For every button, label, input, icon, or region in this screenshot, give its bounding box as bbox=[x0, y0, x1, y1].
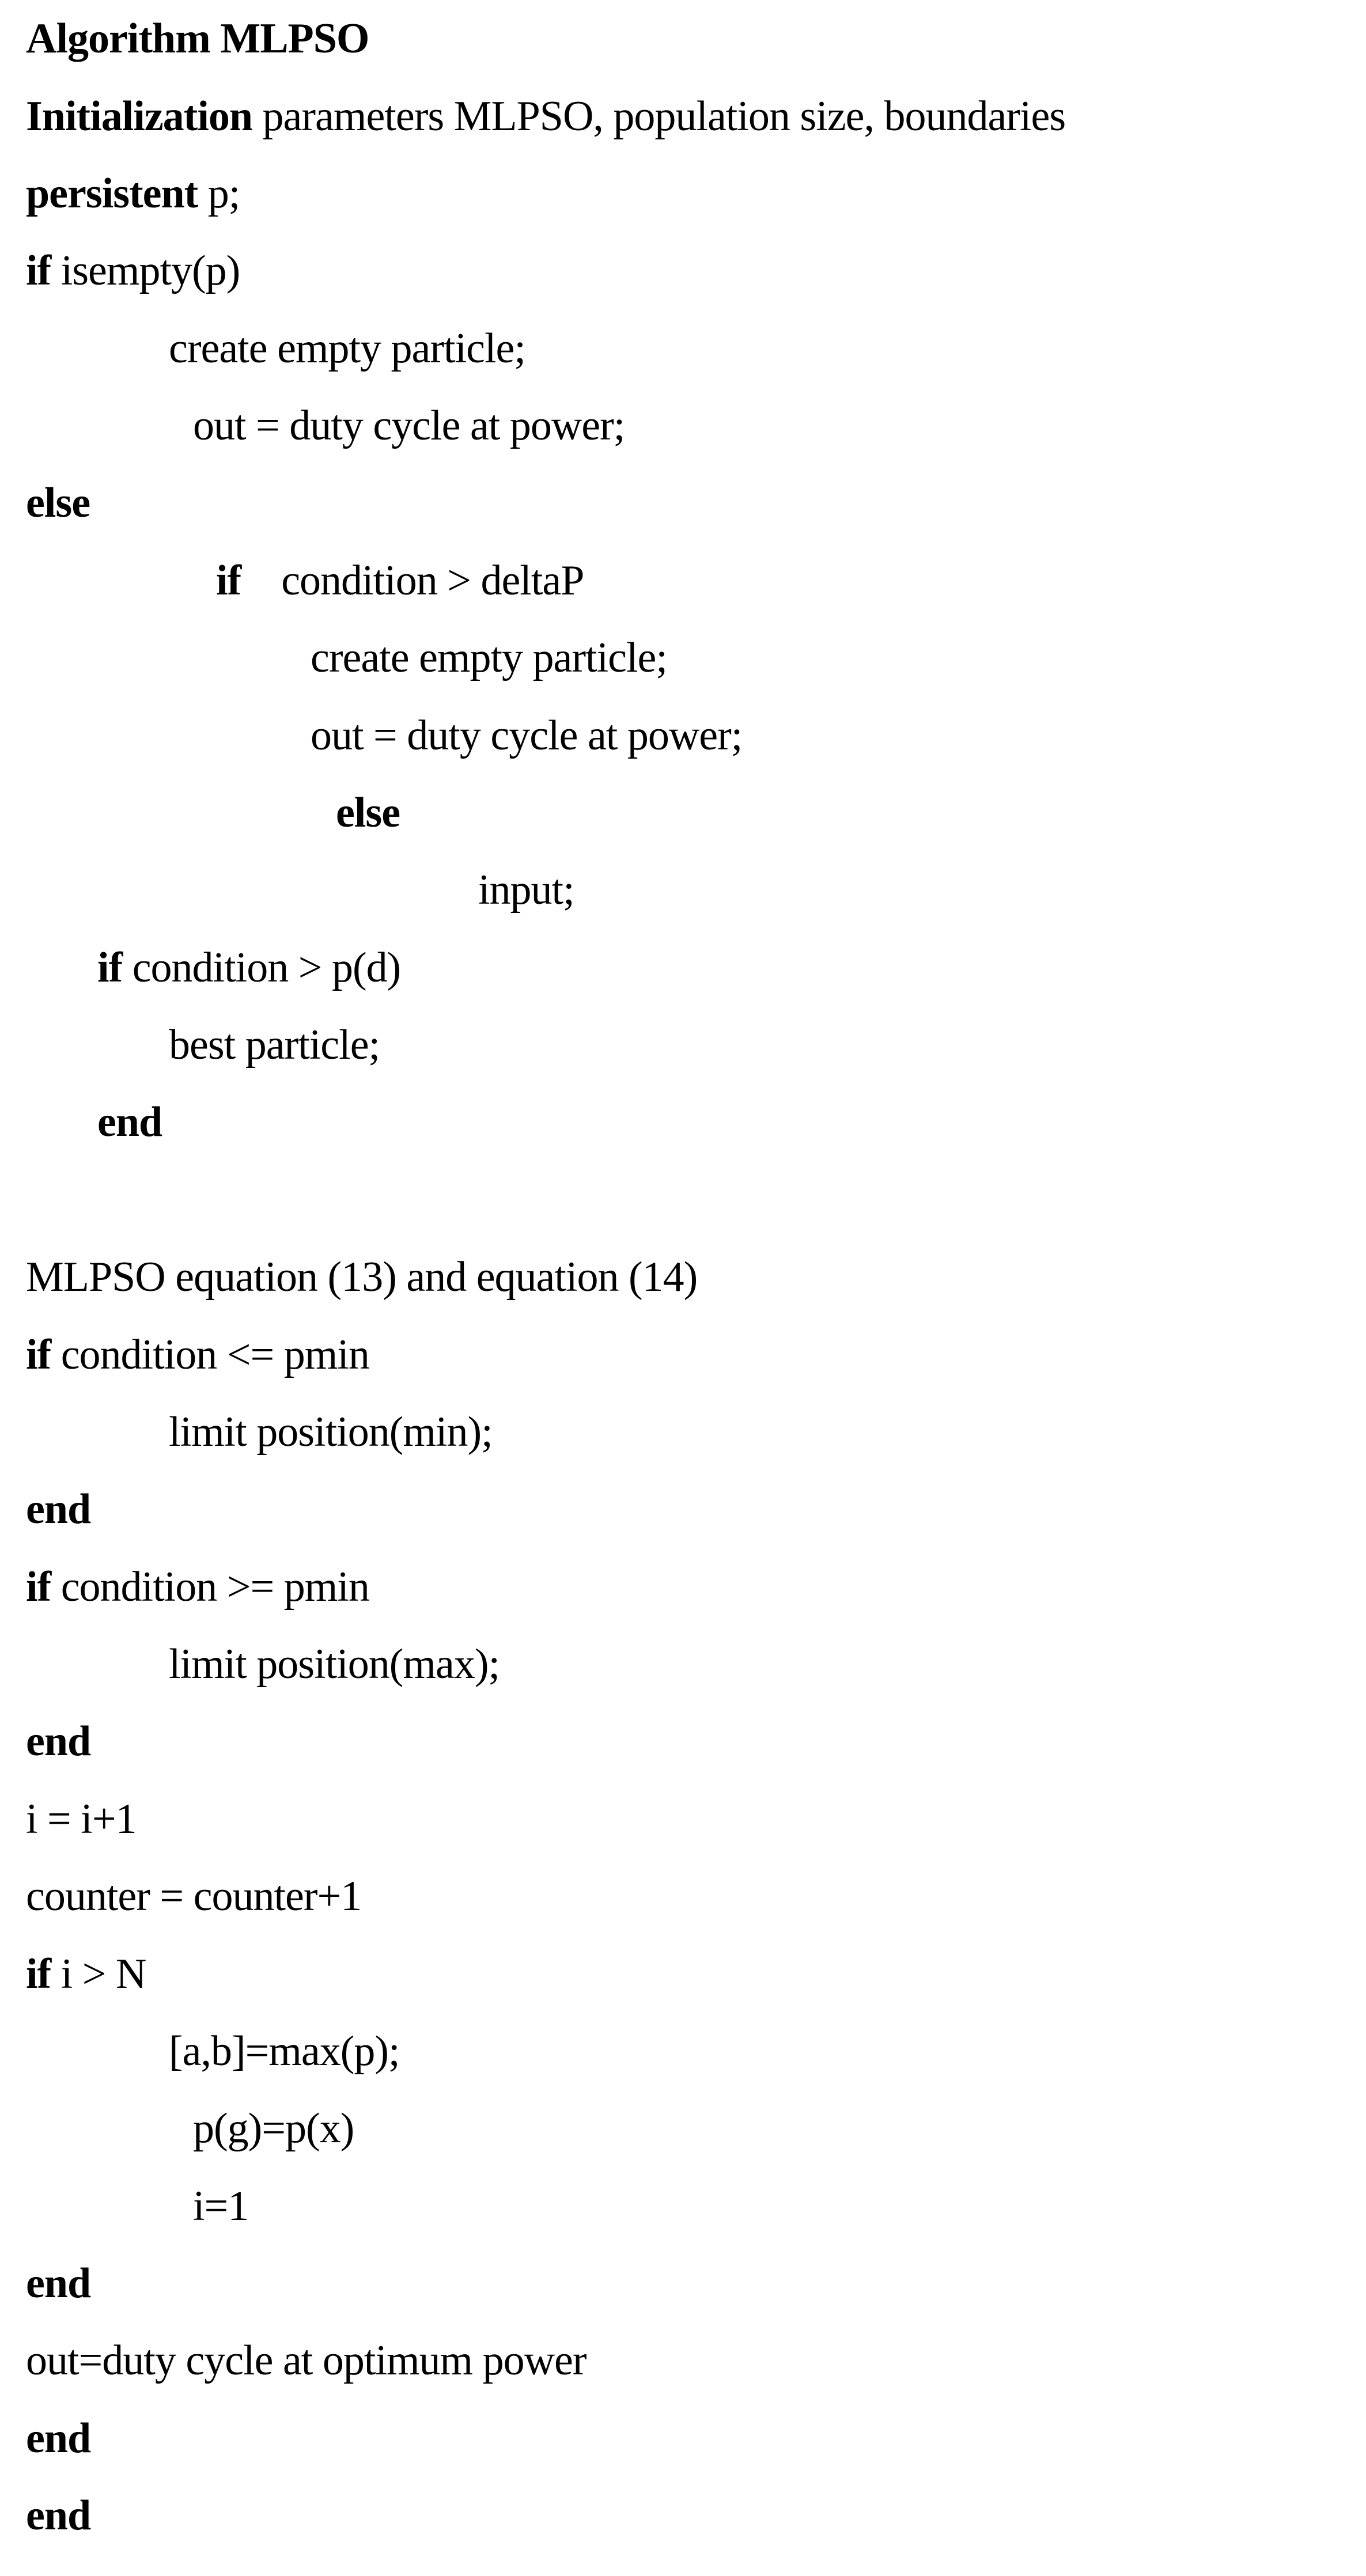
keyword: end bbox=[26, 2260, 91, 2307]
code-line bbox=[169, 1638, 500, 1690]
keyword: end bbox=[26, 1718, 91, 1765]
code-line bbox=[26, 90, 1065, 142]
keyword: else bbox=[336, 789, 400, 836]
code-text: parameters MLPSO, population size, boundaries bbox=[252, 93, 1066, 140]
code-line bbox=[169, 1406, 493, 1458]
code-line bbox=[26, 1715, 90, 1767]
code-text: counter = counter+1 bbox=[26, 1873, 362, 1920]
keyword: if bbox=[97, 944, 123, 991]
keyword: if bbox=[26, 247, 51, 294]
code-line bbox=[26, 245, 240, 297]
code-line bbox=[26, 1483, 90, 1535]
code-line bbox=[193, 2103, 354, 2154]
code-line bbox=[26, 1251, 697, 1303]
code-line bbox=[26, 2412, 90, 2464]
keyword: end bbox=[97, 1098, 162, 1146]
code-line bbox=[26, 477, 90, 529]
code-text: i > N bbox=[51, 1950, 146, 1998]
code-text: out = duty cycle at power; bbox=[311, 712, 743, 759]
keyword: end bbox=[26, 1486, 91, 1533]
code-text: limit position(min); bbox=[169, 1408, 493, 1456]
code-line bbox=[97, 1096, 162, 1148]
code-text: MLPSO equation (13) and equation (14) bbox=[26, 1253, 698, 1301]
code-line bbox=[26, 1561, 369, 1613]
keyword: end bbox=[26, 2492, 91, 2539]
code-text: condition <= pmin bbox=[51, 1331, 369, 1378]
code-text: limit position(max); bbox=[169, 1641, 500, 1688]
keyword: Algorithm MLPSO bbox=[26, 15, 369, 62]
code-line bbox=[26, 2490, 90, 2541]
code-line bbox=[193, 400, 625, 452]
code-line bbox=[26, 2335, 586, 2386]
code-text: p(g)=p(x) bbox=[193, 2105, 354, 2152]
code-text: out=duty cycle at optimum power bbox=[26, 2337, 586, 2384]
code-text: condition > deltaP bbox=[241, 557, 584, 604]
code-line bbox=[97, 942, 400, 994]
code-text: create empty particle; bbox=[311, 634, 667, 681]
code-line bbox=[193, 2180, 248, 2232]
keyword: persistent bbox=[26, 170, 198, 217]
code-line bbox=[26, 168, 240, 219]
algorithm-title bbox=[26, 13, 369, 65]
code-text: create empty particle; bbox=[169, 325, 525, 372]
keyword: if bbox=[26, 1331, 51, 1378]
code-line bbox=[311, 632, 667, 684]
code-text: isempty(p) bbox=[51, 247, 240, 294]
code-text: condition >= pmin bbox=[51, 1563, 369, 1611]
code-text: [a,b]=max(p); bbox=[169, 2028, 400, 2075]
code-line bbox=[26, 1793, 137, 1845]
code-text: out = duty cycle at power; bbox=[193, 402, 625, 449]
code-text: input; bbox=[478, 866, 574, 914]
keyword: if bbox=[26, 1563, 51, 1611]
keyword: Initialization bbox=[26, 93, 253, 140]
code-line bbox=[216, 555, 584, 607]
code-text: i = i+1 bbox=[26, 1795, 137, 1843]
code-line bbox=[478, 864, 574, 916]
keyword: if bbox=[216, 557, 241, 604]
keyword: else bbox=[26, 479, 90, 526]
code-line bbox=[169, 1019, 380, 1071]
code-line bbox=[169, 2025, 400, 2077]
keyword: end bbox=[26, 2415, 91, 2462]
code-line bbox=[311, 710, 742, 762]
code-line bbox=[26, 1329, 369, 1381]
code-text: condition > p(d) bbox=[122, 944, 401, 991]
keyword: if bbox=[26, 1950, 51, 1998]
code-text: p; bbox=[198, 170, 240, 217]
code-line bbox=[169, 323, 525, 374]
code-line bbox=[336, 787, 400, 839]
code-line bbox=[26, 2257, 90, 2309]
code-text: best particle; bbox=[169, 1021, 380, 1069]
code-text: i=1 bbox=[193, 2183, 249, 2230]
code-line bbox=[26, 1948, 146, 2000]
code-line bbox=[26, 1870, 361, 1922]
